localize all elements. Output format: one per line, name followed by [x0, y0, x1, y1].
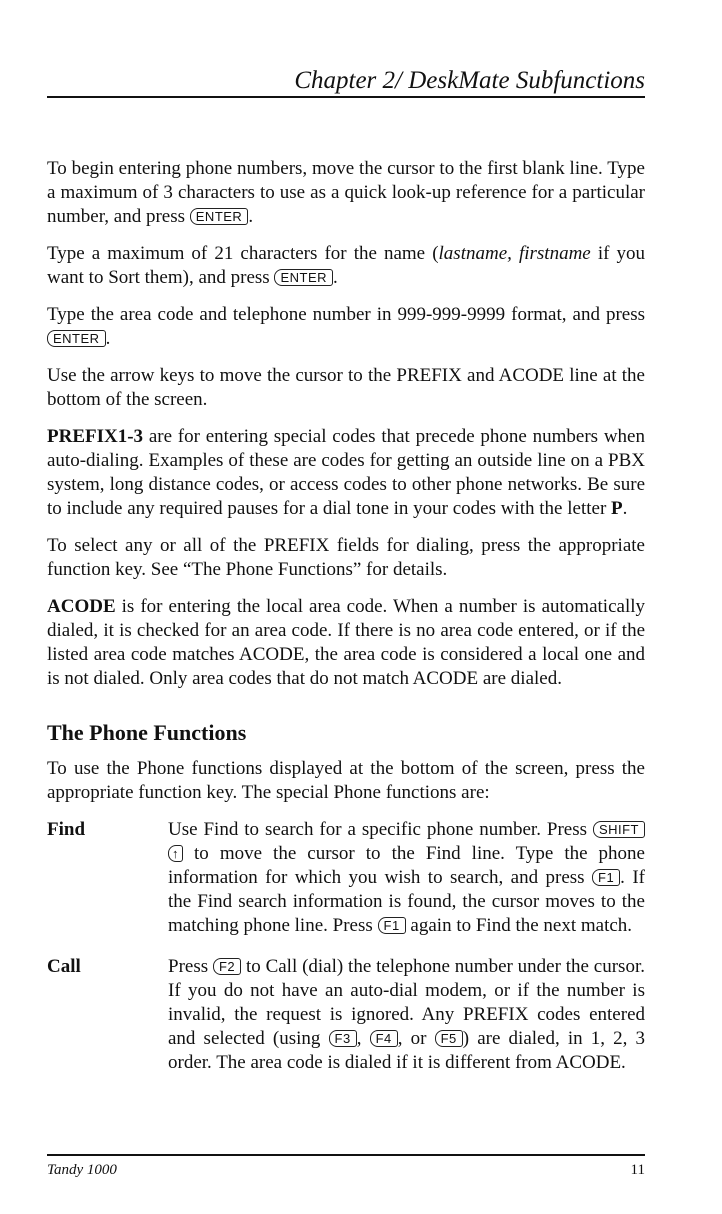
paragraph-text: Type a maximum of 21 characters for the name (: [47, 243, 439, 264]
definition-text: Use Find to search for a specific phone number. Press: [168, 819, 593, 840]
paragraph-select-prefix: To select any or all of the PREFIX fields for dialing, press the appropriate function key. See “The Phone Functions” for details.: [47, 535, 645, 580]
paragraph-text: .: [333, 267, 338, 288]
paragraph-bold: P: [611, 498, 623, 519]
paragraph-acode: [47, 595, 645, 691]
paragraph-text: Type the area code and telephone number in 999-999-9999 format, and press: [47, 304, 645, 325]
definition-text: , or: [397, 1028, 435, 1049]
enter-key-icon: ENTER: [190, 208, 249, 225]
paragraph-text: To begin entering phone numbers, move the cursor to the first blank line. Type a maximum of 3 characters to use as a quick look-up reference for a particular number, and press: [47, 158, 645, 227]
definition-text: to move the cursor to the Find line. Type the phone information for which you wish to search, and press: [168, 843, 645, 888]
paragraph-text: .: [105, 328, 111, 349]
definition-body: [168, 955, 645, 1075]
definition-term: Find: [47, 819, 86, 840]
footer-book-title: Tandy 1000: [47, 1162, 117, 1178]
paragraph-begin-entering: [47, 157, 645, 229]
paragraph-area-code: [47, 303, 645, 351]
definition-text: . If the Find search information is found, the cursor moves to the matching phone line. Press: [168, 867, 645, 936]
paragraph-name-field: [47, 242, 645, 290]
shift-key-icon: SHIFT: [593, 821, 645, 838]
up-arrow-key-icon: ↑: [168, 845, 183, 862]
paragraph-arrow-keys: Use the arrow keys to move the cursor to the PREFIX and ACODE line at the bottom of the screen.: [47, 365, 645, 410]
document-body: [47, 157, 645, 1092]
enter-key-icon: ENTER: [47, 330, 106, 347]
paragraph-bold: ACODE: [47, 596, 116, 617]
definition-text: again to Find the next match.: [405, 915, 633, 936]
definition-text: Press: [168, 956, 213, 977]
definition-text: ) are dialed, in 1, 2, 3 order. The area code is dialed if it is different from ACODE.: [168, 1028, 646, 1073]
f3-key-icon: F3: [329, 1030, 357, 1047]
paragraph-text: is for entering the local area code. When a number is automatically dialed, it is checked for an area code. If there is no area code entered, or if the listed area code matches ACODE, the area code is considered a local one and is not dialed. Only area codes that do not match ACODE are dialed.: [47, 596, 645, 689]
definition-find: [47, 818, 645, 938]
header-rule: [47, 96, 645, 98]
f4-key-icon: F4: [370, 1030, 398, 1047]
paragraph-text: are for entering special codes that precede phone numbers when auto-dialing. Examples of these are codes for getting an outside line on a PBX system, long distance codes, or access codes to other phone networks. Be sure to include any required pauses for a dial tone in your codes with the letter: [47, 426, 645, 519]
chapter-header: Chapter 2/ DeskMate Subfunctions: [294, 67, 645, 94]
paragraph-bold: PREFIX1-3: [47, 426, 144, 447]
section-intro: To use the Phone functions displayed at the bottom of the screen, press the appropriate function key. The special Phone functions are:: [47, 758, 645, 803]
definition-call: [47, 955, 645, 1075]
paragraph-italic: lastname, firstname: [438, 243, 591, 264]
paragraph-text: if you want to Sort them), and press: [47, 243, 646, 288]
f2-key-icon: F2: [213, 958, 241, 975]
paragraph-text: .: [248, 206, 254, 227]
f1-key-icon: F1: [378, 917, 406, 934]
enter-key-icon: ENTER: [274, 269, 333, 286]
footer-rule: [47, 1154, 645, 1156]
f1-key-icon: F1: [592, 869, 620, 886]
definition-term: Call: [47, 956, 81, 977]
section-title: The Phone Functions: [47, 720, 247, 745]
definition-text: ,: [356, 1028, 370, 1049]
page-number: 11: [630, 1162, 645, 1178]
paragraph-prefix: [47, 425, 645, 521]
definition-body: [168, 818, 645, 938]
f5-key-icon: F5: [435, 1030, 463, 1047]
paragraph-text: .: [622, 498, 628, 519]
definition-text: to Call (dial) the telephone number under the cursor. If you do not have an auto-dial modem, or if the number is invalid, the request is ignored. Any PREFIX codes entered and selected (using: [168, 956, 645, 1049]
